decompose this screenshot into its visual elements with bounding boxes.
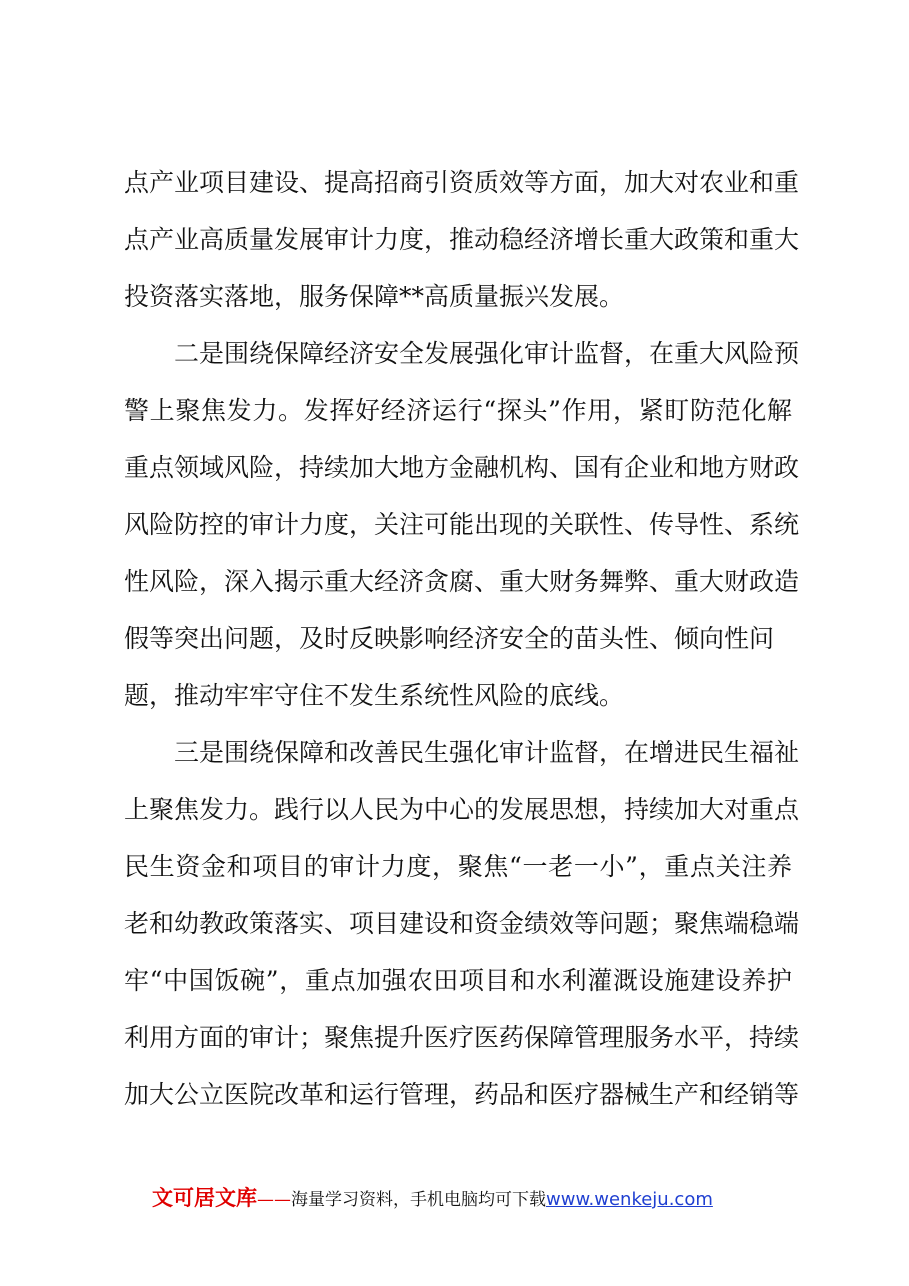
text-line: 利用方面的审计；聚焦提升医疗医药保障管理服务水平，持续 — [124, 1023, 800, 1052]
text-line: 题，推动牢牢守住不发生系统性风险的底线。 — [124, 681, 625, 710]
text-line: 牢“中国饭碗”，重点加强农田项目和水利灌溉设施建设养护 — [124, 966, 792, 995]
footer-website-link[interactable]: www.wenkeju.com — [546, 1189, 713, 1210]
text-line: 风险防控的审计力度，关注可能出现的关联性、传导性、系统 — [124, 510, 800, 539]
text-line: 点产业高质量发展审计力度，推动稳经济增长重大政策和重大 — [124, 225, 800, 254]
document-body — [124, 154, 800, 1123]
text-line: 点产业项目建设、提高招商引资质效等方面，加大对农业和重 — [124, 168, 800, 197]
text-line: 性风险，深入揭示重大经济贪腐、重大财务舞弊、重大财政造 — [124, 567, 800, 596]
footer-tagline: 海量学习资料，手机电脑均可下载 — [291, 1190, 546, 1210]
text-line: 老和幼教政策落实、项目建设和资金绩效等问题；聚焦端稳端 — [124, 909, 800, 938]
footer-dash: —— — [257, 1190, 291, 1210]
text-line: 上聚焦发力。践行以人民为中心的发展思想，持续加大对重点 — [124, 795, 800, 824]
text-line: 假等突出问题，及时反映影响经济安全的苗头性、倾向性问 — [124, 624, 775, 653]
text-line: 三是围绕保障和改善民生强化审计监督，在增进民生福祉 — [124, 738, 800, 767]
text-line: 投资落实落地，服务保障**高质量振兴发展。 — [124, 282, 625, 311]
text-line: 民生资金和项目的审计力度，聚焦“一老一小”，重点关注养 — [124, 852, 792, 881]
text-line: 警上聚焦发力。发挥好经济运行“探头”作用，紧盯防范化解 — [124, 396, 792, 425]
text-line: 加大公立医院改革和运行管理，药品和医疗器械生产和经销等 — [124, 1080, 800, 1109]
footer-brand: 文可居文库 — [152, 1186, 257, 1210]
text-line: 重点领域风险，持续加大地方金融机构、国有企业和地方财政 — [124, 453, 800, 482]
footer-banner — [152, 1182, 772, 1214]
text-line: 二是围绕保障经济安全发展强化审计监督，在重大风险预 — [124, 339, 800, 368]
